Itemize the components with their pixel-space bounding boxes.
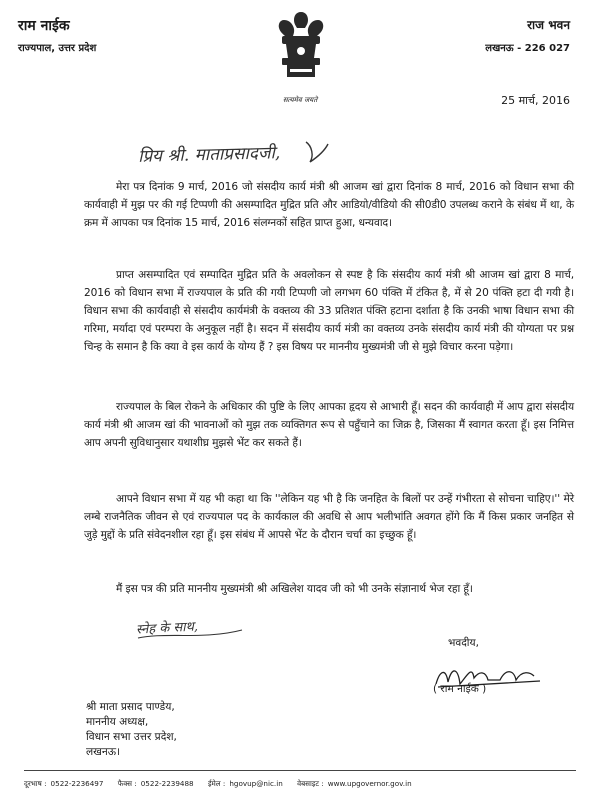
paragraph-1-text: मेरा पत्र दिनांक 9 मार्च, 2016 जो संसदीय कार्य मंत्री श्री आजम खां द्वारा दिनांक 8 मार्च, 2016 को विधान सभा की कार्यवाही में मुझ पर की गई टिप्पणी की असम्पादित मुद्रित प्रति और आडियो/वीडियो की सी0डी0 उपलब्ध कराने के संबंध में था, के क्रम में आपका पत्र दिनांक 15 मार्च, 2016 संलग्नकों सहित प्राप्त हुआ, धन्यवाद। <box>84 181 574 229</box>
sender-name: राम नाईक <box>18 18 70 34</box>
recipient-name: श्री माता प्रसाद पाण्डेय, <box>86 701 175 713</box>
paragraph-2-text: प्राप्त असम्पादित एवं सम्पादित मुद्रित प्रति के अवलोकन से स्पष्ट है कि संसदीय कार्य मंत्री श्री आजम खां द्वारा 8 मार्च, 2016 को विधान सभा में राज्यपाल के प्रति की गयी टिप्पणी जो लगभग 60 पंक्ति में टंकित है, में से 20 पंक्ति हटा दी गयी है। विधान सभा की कार्यवाही से संसदीय कार्यमंत्री के वक्तव्य की 33 प्रतिशत पंक्ति हटाना दर्शाता है कि उनकी भाषा विधान सभा की गरिमा, मर्यादा एवं परम्परा के अनुकूल नहीं है। सदन में संसदीय कार्य मंत्री का वक्तव्य उनके संसदीय कार्य मंत्री की योग्यता पर प्रश्न चिन्ह के समान है कि क्या वे इस कार्य के योग्य हैं ? इस विषय पर माननीय मुख्यमंत्री जी से मुझे विचार करना पड़ेगा। <box>84 269 574 353</box>
footer-divider <box>24 770 576 771</box>
handwritten-regards: स्नेह के साथ, <box>135 619 199 638</box>
recipient-address <box>86 700 177 760</box>
paragraph-5 <box>84 580 574 598</box>
phone-label: दूरभाष : <box>24 779 47 788</box>
phone-number: 0522-2236497 <box>50 779 104 788</box>
paragraph-3-text: राज्यपाल के बिल रोकने के अधिकार की पुष्टि के लिए आपका हृदय से आभारी हूँ। सदन की कार्यवाही में आप द्वारा संसदीय कार्य मंत्री श्री आजम खां की भावनाओं को मुझ तक व्यक्तिगत रूप से पहुँचाने का जिक्र है, जिसका मैं स्वागत करता हूँ। इस निमित्त आप अपनी सुविधानुसार यथाशीघ्र मुझसे भेंट कर सकते हैं। <box>84 401 574 449</box>
closing-phrase: भवदीय, <box>448 637 479 649</box>
email-address[interactable]: hgovup@nic.in <box>229 779 283 788</box>
email-label: ईमेल : <box>207 779 226 788</box>
sender-city: लखनऊ - 226 027 <box>485 43 570 54</box>
state-emblem-icon <box>270 6 332 94</box>
recipient-title: माननीय अध्यक्ष, <box>86 716 149 728</box>
sender-role: राज्यपाल, उत्तर प्रदेश <box>18 43 97 54</box>
recipient-org: विधान सभा उत्तर प्रदेश, <box>86 731 177 743</box>
website-label: वेबसाइट : <box>297 779 324 788</box>
website-url[interactable]: www.upgovernor.gov.in <box>327 779 412 788</box>
salutation: प्रिय श्री. माताप्रसादजी, <box>137 143 281 167</box>
emblem-motto: सत्यमेव जयते <box>282 96 318 104</box>
paragraph-4 <box>84 490 574 544</box>
paragraph-3 <box>84 398 574 452</box>
fax-label: फैक्स : <box>117 779 137 788</box>
signatory-name: ( राम नाईक ) <box>433 683 487 695</box>
paragraph-5-text: मैं इस पत्र की प्रति माननीय मुख्यमंत्री श्री अखिलेश यादव जी को भी उनके संज्ञानार्थ भेज रहा हूँ। <box>116 583 473 595</box>
regards-underline <box>134 626 246 642</box>
sender-office: राज भवन <box>527 18 570 32</box>
salutation-flourish <box>302 136 332 166</box>
paragraph-1 <box>84 178 574 232</box>
paragraph-4-text: आपने विधान सभा में यह भी कहा था कि ''लेकिन यह भी है कि जनहित के बिलों पर उन्हें गंभीरता से सोचना चाहिए।'' मेरे लम्बे राजनैतिक जीवन से एवं राज्यपाल पद के कार्यकाल की अवधि से आप भलीभांति अवगत होंगे कि मैं किस प्रकार जनहित से जुड़े मुद्दों के प्रति संवेदनशील रहा हूँ। इस संबंध में आपसे भेंट के दौरान चर्चा का इच्छुक हूँ। <box>84 493 574 541</box>
fax-number: 0522-2239488 <box>140 779 194 788</box>
letter-date: 25 मार्च, 2016 <box>501 94 570 107</box>
footer-contacts <box>24 779 576 789</box>
recipient-city: लखनऊ। <box>86 746 121 758</box>
paragraph-2 <box>84 266 574 356</box>
